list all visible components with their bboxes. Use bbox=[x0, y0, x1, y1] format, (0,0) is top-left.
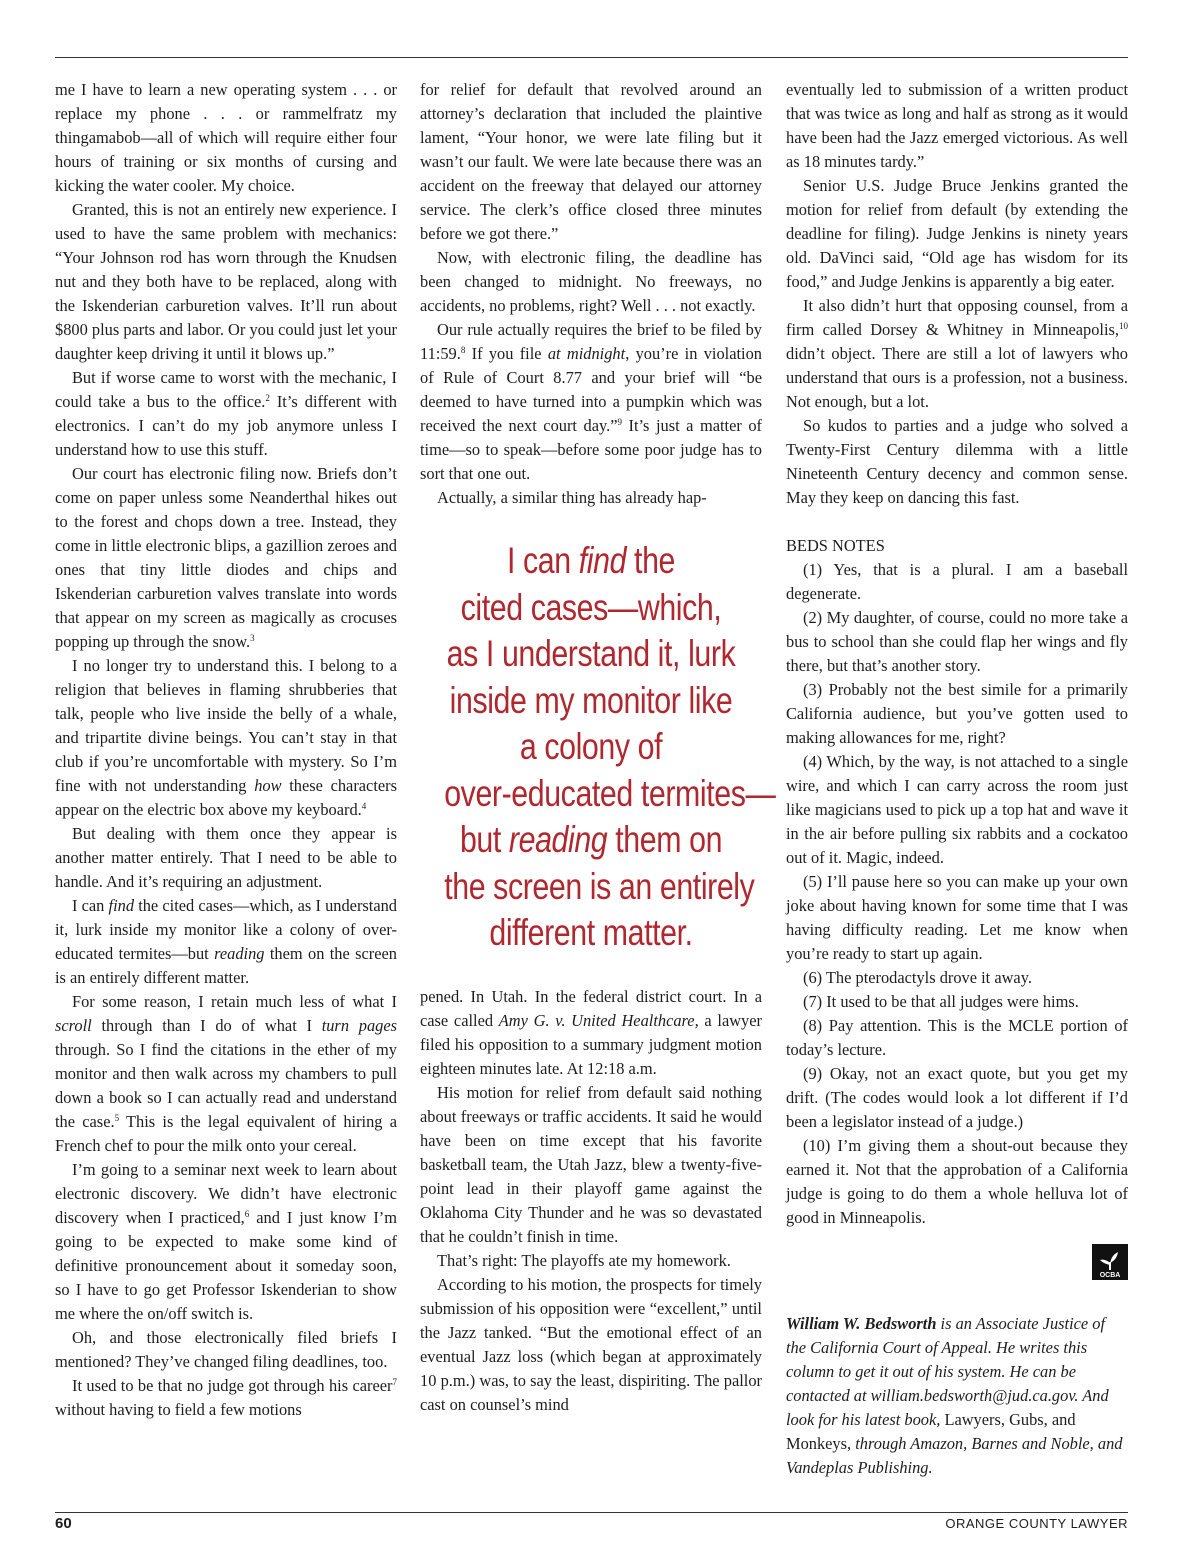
endnote: (2) My daughter, of course, could no more take a bus to school than she could flap her wings and fly there, but that’s another story. bbox=[786, 608, 1128, 675]
pull-quote-line: inside my monitor like bbox=[449, 679, 733, 721]
pull-quote-line: a colony of bbox=[519, 726, 663, 767]
pull-quote-line: the screen is an entirely bbox=[444, 865, 755, 907]
pull-quote bbox=[412, 538, 776, 957]
paragraph: I no longer try to understand this. I belong to a religion that believes in flaming shrubberies that talk, people who live inside the belly of a whale, and tripartite divine beings. You can’t stay in that club if you’re uncomfortable with mystery. So I’m fine with not understanding how these characters appear on the electric box above my keyboard.$^4$ bbox=[55, 656, 397, 819]
book-title: Lawyers, Gubs, and Monkeys, bbox=[786, 1410, 1076, 1453]
bottom-rule bbox=[55, 1512, 1128, 1513]
article-column-1 bbox=[55, 78, 397, 1422]
pull-quote-line: I can find the bbox=[507, 540, 675, 581]
paragraph: It used to be that no judge got through his career$^7$ without having to field a few motions bbox=[55, 1376, 397, 1419]
paragraph: Senior U.S. Judge Bruce Jenkins granted the motion for relief from default (by extending the deadline for filing). Judge Jenkins is ninety years old. DaVinci said, “Old age has wisdom for its food,” and Judge Jenkins is apparently a big eater. bbox=[786, 176, 1128, 291]
footnote-ref: 7 bbox=[392, 1377, 397, 1387]
footnote-ref: 8 bbox=[460, 345, 466, 355]
footnote-ref: 6 bbox=[244, 1209, 250, 1219]
paragraph: According to his motion, the prospects for timely submission of his opposition were “excellent,” until the Jazz tanked. “But the emotional effect of an eventual Jazz loss (which began at approximately 10 p.m.) was, to say the least, dispiriting. The pallor cast on counsel’s mind bbox=[420, 1274, 762, 1414]
pull-quote-line: different matter. bbox=[489, 912, 693, 953]
paragraph: It also didn’t hurt that opposing counsel, from a firm called Dorsey & Whitney in Minneapolis,$^{10}$ didn’t object. There are still a lot of lawyers who understand that ours is a profession, not a business. Not enough, but a lot. bbox=[786, 296, 1128, 411]
paragraph: Our court has electronic filing now. Briefs don’t come on paper unless some Neanderthal hikes out to the forest and chops down a tree. Instead, they come in little electronic blips, a gazillion zeroes and ones that tiny little diodes and chips and Iskenderian carburetion valves translate into words that appear on my screen as magically as crocuses popping up through the snow.$^3$ bbox=[55, 464, 397, 651]
footnote-ref: 10 bbox=[1119, 321, 1128, 331]
footnote-ref: 3 bbox=[250, 633, 255, 643]
footnote-ref: 2 bbox=[265, 393, 270, 403]
page-footer bbox=[55, 1515, 1128, 1535]
ocba-logo bbox=[786, 1244, 1128, 1288]
paragraph: I’m going to a seminar next week to learn about electronic discovery. We didn’t have electronic discovery when I practiced,$^6$ and I just know I’m going to be expected to make some kind of definitive pronouncement about it someday soon, so I have to go get Professor Iskenderian to show me where the on/off switch is. bbox=[55, 1160, 397, 1323]
endnote: (7) It used to be that all judges were hims. bbox=[803, 992, 1079, 1011]
logo-text: OCBA bbox=[1099, 1272, 1121, 1279]
footnote-ref: 9 bbox=[617, 417, 622, 427]
pull-quote-line: as I understand it, lurk bbox=[446, 633, 736, 674]
endnote: (4) Which, by the way, is not attached to a single wire, and which I can carry across the room just like magicians used to pick up a top hat and wave it in the air before pulling six rabbits and a cockatoo out of it. Magic, indeed. bbox=[786, 752, 1128, 867]
footnote-ref: 5 bbox=[114, 1113, 120, 1123]
paragraph: Now, with electronic filing, the deadline has been changed to midnight. No freeways, no accidents, no problems, right? Well . . . not exactly. bbox=[420, 248, 762, 315]
endnote: (5) I’ll pause here so you can make up your own joke about having known for some time that I was having difficulty reading. Let me know when you’re ready to start up again. bbox=[786, 872, 1128, 963]
page-number: 60 bbox=[55, 1515, 72, 1532]
paragraph: for relief for default that revolved around an attorney’s declaration that included the plaintive lament, “Your honor, we were late filing but it wasn’t our fault. We were late because there was an accident on the freeway that delayed our attorney service. The clerk’s office closed three minutes before we got there.” bbox=[420, 80, 762, 243]
paragraph: Actually, a similar thing has already hap- bbox=[437, 488, 707, 507]
top-rule bbox=[55, 57, 1128, 58]
endnote: (6) The pterodactyls drove it away. bbox=[803, 968, 1032, 987]
paragraph: eventually led to submission of a written product that was twice as long and half as strong as it would have been had the Jazz emerged victorious. As well as 18 minutes tardy.” bbox=[786, 80, 1128, 171]
paragraph: me I have to learn a new operating system . . . or replace my phone . . . or rammelfratz my thingamabob—all of which will require either four hours of training or six months of cursing and kicking the water cooler. My choice. bbox=[55, 80, 397, 195]
author-name: William W. Bedsworth bbox=[786, 1314, 937, 1333]
paragraph: Oh, and those electronically filed briefs I mentioned? They’ve changed filing deadlines, too. bbox=[55, 1328, 397, 1371]
paragraph: His motion for relief from default said nothing about freeways or traffic accidents. It said he would have been on time except that his favorite basketball team, the Utah Jazz, blew a twenty-five-point lead in their playoff game against the Oklahoma City Thunder and he was so devastated that he couldn’t finish in time. bbox=[420, 1082, 762, 1246]
notes-heading: BEDS NOTES bbox=[786, 536, 885, 555]
paragraph: Granted, this is not an entirely new experience. I used to have the same problem with mechanics: “Your Johnson rod has worn through the Knudsen nut and they both have to be replaced, along with the Iskenderian carburetion valves. It’ll run about $800 plus parts and labor. Or you could just let your daughter keep driving it until it blows up.” bbox=[55, 200, 397, 363]
paragraph: So kudos to parties and a judge who solved a Twenty-First Century dilemma with a little Nineteenth Century decency and common sense. May they keep on dancing this fast. bbox=[786, 416, 1128, 507]
author-bio: William W. Bedsworth is an Associate Justice of the California Court of Appeal. He writes this column to get it out of his system. He can be contacted at william.bedsworth@jud.ca.gov. And look for his latest book, Lawyers, Gubs, and Monkeys, through Amazon, Barnes and Noble, and Vandeplas Publishing. bbox=[786, 1314, 1123, 1477]
endnote: (9) Okay, not an exact quote, but you get my drift. (The codes would look a lot different if I’d been a legislator instead of a judge.) bbox=[786, 1064, 1128, 1131]
article-column-3 bbox=[786, 78, 1128, 1480]
endnote: (1) Yes, that is a plural. I am a baseball degenerate. bbox=[786, 560, 1128, 603]
paragraph: I can find the cited cases—which, as I understand it, lurk inside my monitor like a colony of over-educated termites—but reading them on the screen is an entirely different matter. bbox=[55, 896, 398, 987]
endnote: (10) I’m giving them a shout-out because they earned it. Not that the approbation of a California judge is going to do them a whole helluva lot of good in Minneapolis. bbox=[786, 1136, 1128, 1227]
paragraph: pened. In Utah. In the federal district court. In a case called Amy G. v. United Healthcare, a lawyer filed his opposition to a summary judgment motion eighteen minutes late. At 12:18 a.m. bbox=[420, 986, 762, 1078]
paragraph: For some reason, I retain much less of what I scroll through than I do of what I turn pages through. So I find the citations in the ether of my monitor and then walk across my chambers to pull down a book so I can actually read and understand the case.$^5$ This is the legal equivalent of hiring a French chef to pour the milk onto your cereal. bbox=[55, 992, 397, 1155]
endnote: (3) Probably not the best simile for a primarily California audience, but you’ve gotten used to making allowances for me, right? bbox=[786, 680, 1128, 747]
article-column-2 bbox=[420, 78, 776, 1417]
footnote-ref: 4 bbox=[361, 801, 367, 811]
endnote: (8) Pay attention. This is the MCLE portion of today’s lecture. bbox=[786, 1016, 1128, 1059]
publication-name: ORANGE COUNTY LAWYER bbox=[945, 1516, 1128, 1531]
paragraph: But if worse came to worst with the mechanic, I could take a bus to the office.$^2$ It’s different with electronics. I can’t do my job anymore unless I understand how to use this stuff. bbox=[55, 368, 397, 459]
pull-quote-line: cited cases—which, bbox=[460, 586, 722, 628]
paragraph: That’s right: The playoffs ate my homework. bbox=[437, 1250, 731, 1270]
paragraph: But dealing with them once they appear is another matter entirely. That I need to be able to handle. And it’s requiring an adjustment. bbox=[55, 824, 397, 891]
paragraph: Our rule actually requires the brief to be filed by 11:59.$^8$ If you file at midnight, you’re in violation of Rule of Court 8.77 and your brief will “be deemed to have turned into a pumpkin which was received the next court day.”$^9$ It’s just a matter of time—so to speak—before some poor judge has to sort that one out. bbox=[420, 320, 762, 483]
ocba-logo-icon bbox=[1092, 1244, 1128, 1280]
pull-quote-line: but reading them on bbox=[459, 819, 723, 860]
pull-quote-line: over-educated termites— bbox=[444, 772, 776, 814]
